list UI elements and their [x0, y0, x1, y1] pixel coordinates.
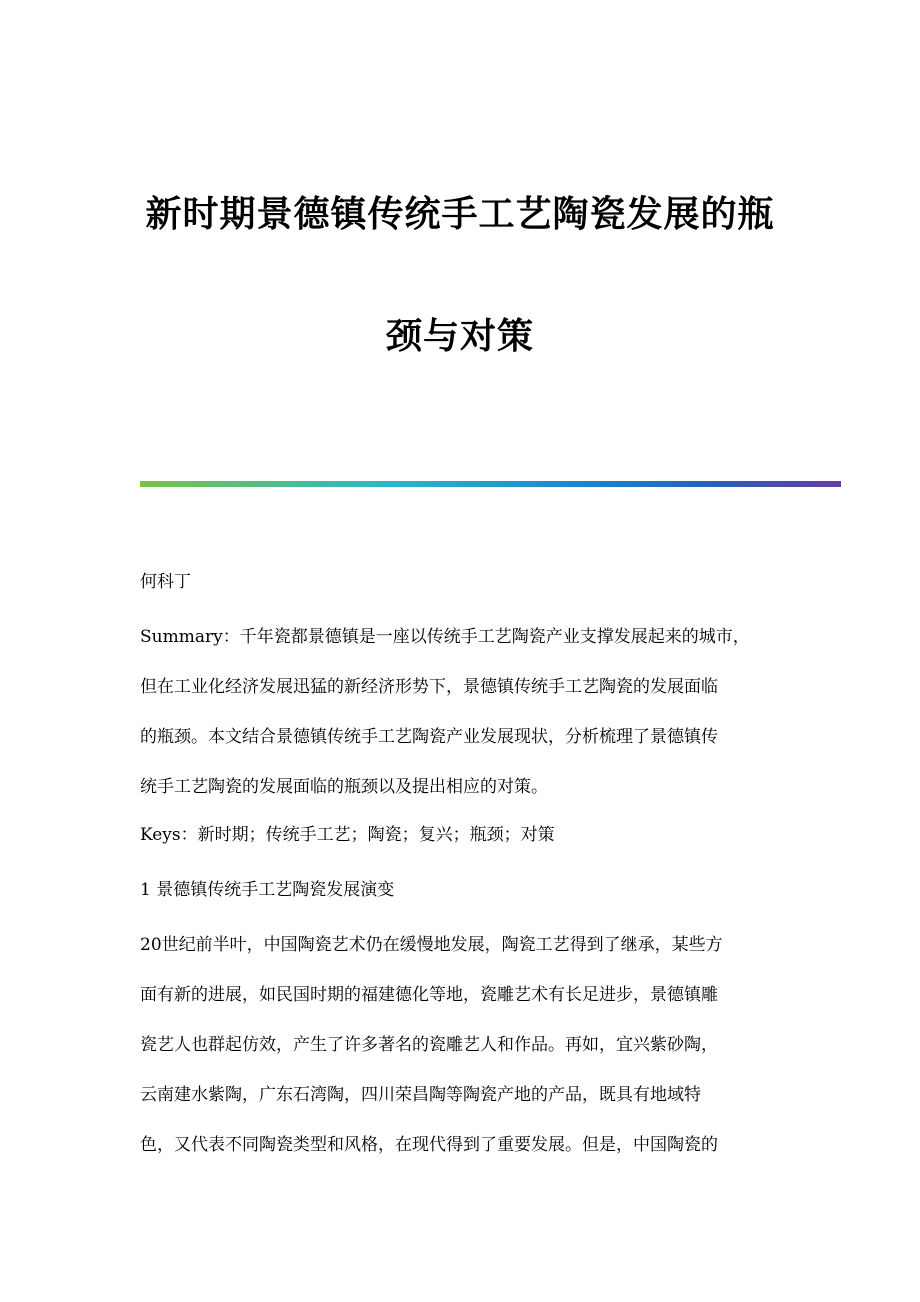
- author-name: 何科丁: [140, 572, 191, 592]
- section-paragraph: [140, 928, 780, 1178]
- paragraph-line: 云南建水紫陶，广东石湾陶，四川荣昌陶等陶瓷产地的产品，既具有地域特: [140, 1085, 701, 1105]
- paragraph-line: 色，又代表不同陶瓷类型和风格，在现代得到了重要发展。但是，中国陶瓷的: [140, 1135, 718, 1155]
- title-divider: [140, 481, 841, 487]
- keywords-line: Keys：新时期；传统手工艺；陶瓷；复兴；瓶颈；对策: [140, 825, 555, 845]
- section-heading: 1 景德镇传统手工艺陶瓷发展演变: [140, 880, 395, 900]
- document-title-line-1: 新时期景德镇传统手工艺陶瓷发展的瓶: [145, 193, 775, 235]
- summary-line: 的瓶颈。本文结合景德镇传统手工艺陶瓷产业发展现状，分析梳理了景德镇传: [140, 727, 718, 747]
- summary-paragraph: [140, 620, 780, 820]
- summary-line: Summary：千年瓷都景德镇是一座以传统手工艺陶瓷产业支撑发展起来的城市，: [140, 627, 750, 647]
- paragraph-line: 瓷艺人也群起仿效，产生了许多著名的瓷雕艺人和作品。再如，宜兴紫砂陶，: [140, 1035, 718, 1055]
- document-title-line-2: 颈与对策: [385, 315, 534, 357]
- paragraph-line: 20世纪前半叶，中国陶瓷艺术仍在缓慢地发展，陶瓷工艺得到了继承，某些方: [140, 935, 723, 955]
- paragraph-line: 面有新的进展，如民国时期的福建德化等地，瓷雕艺术有长足进步，景德镇雕: [140, 985, 718, 1005]
- summary-line: 但在工业化经济发展迅猛的新经济形势下，景德镇传统手工艺陶瓷的发展面临: [140, 677, 718, 697]
- summary-line: 统手工艺陶瓷的发展面临的瓶颈以及提出相应的对策。: [140, 777, 548, 797]
